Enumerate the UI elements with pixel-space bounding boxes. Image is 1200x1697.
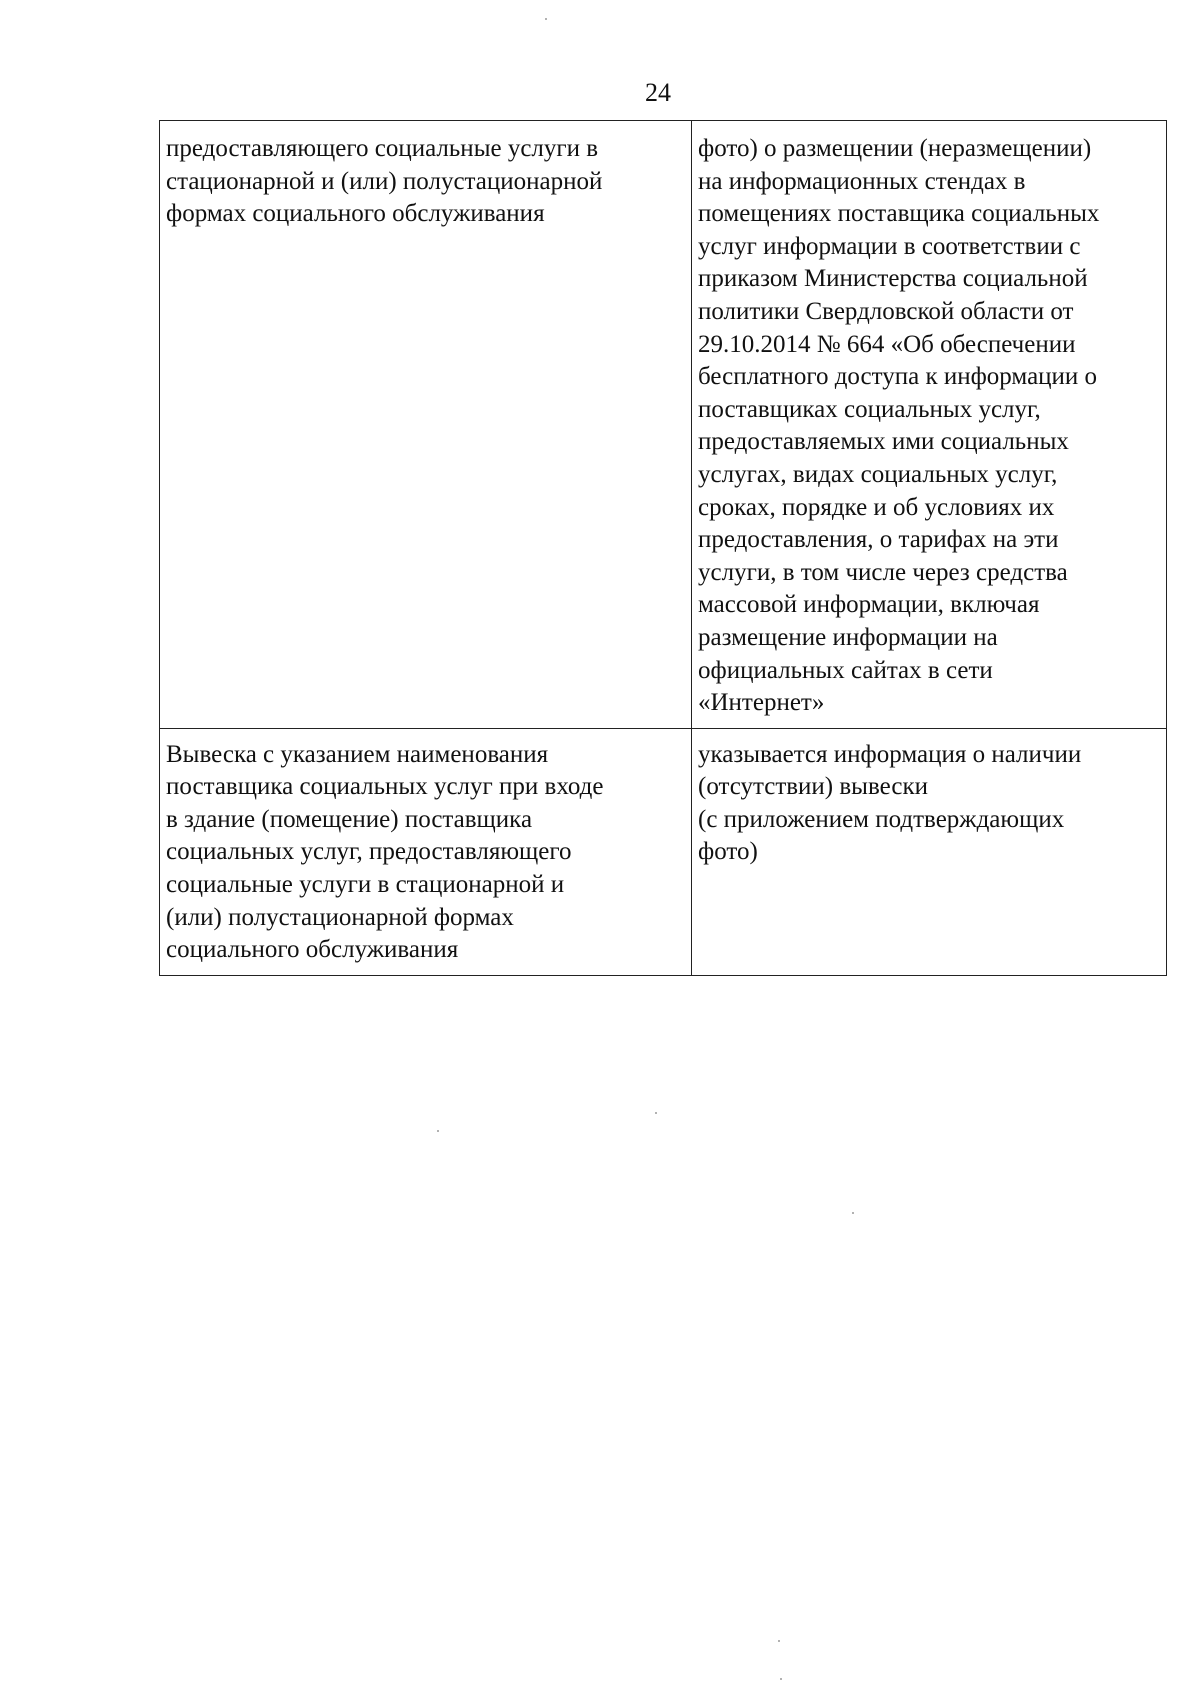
table-row xyxy=(160,728,1167,975)
document-table xyxy=(159,120,1167,976)
table-cell-left: Вывеска с указанием наименования поставщика социальных услуг при входе в здание (помещение) поставщика социальных услуг, предоставляющего социальные услуги в стационарной и (или) полустационарной формах социального обслуживания xyxy=(160,728,692,975)
scan-speck xyxy=(655,1112,657,1114)
scan-speck xyxy=(778,1640,780,1642)
table-cell-left: предоставляющего социальные услуги в стационарной и (или) полустационарной формах социального обслуживания xyxy=(160,121,692,729)
scan-speck xyxy=(545,18,547,20)
table-cell-right: фото) о размещении (неразмещении) на информационных стендах в помещениях поставщика социальных услуг информации в соответствии с приказом Министерства социальной политики Свердловской области от 29.10.2014 № 664 «Об обеспечении бесплатного доступа к информации о поставщиках социальных услуг, предоставляемых ими социальных услугах, видах социальных услуг, сроках, порядке и об условиях их предоставления, о тарифах на эти услуги, в том числе через средства массовой информации, включая размещение информации на официальных сайтах в сети «Интернет» xyxy=(692,121,1167,729)
page-number: 24 xyxy=(645,78,671,107)
table-row xyxy=(160,121,1167,729)
scan-speck xyxy=(437,1130,439,1132)
scan-speck xyxy=(780,1678,782,1680)
table-cell-right: указывается информация о наличии (отсутствии) вывески (с приложением подтверждающих фото) xyxy=(692,728,1167,975)
scan-speck xyxy=(852,1212,854,1214)
